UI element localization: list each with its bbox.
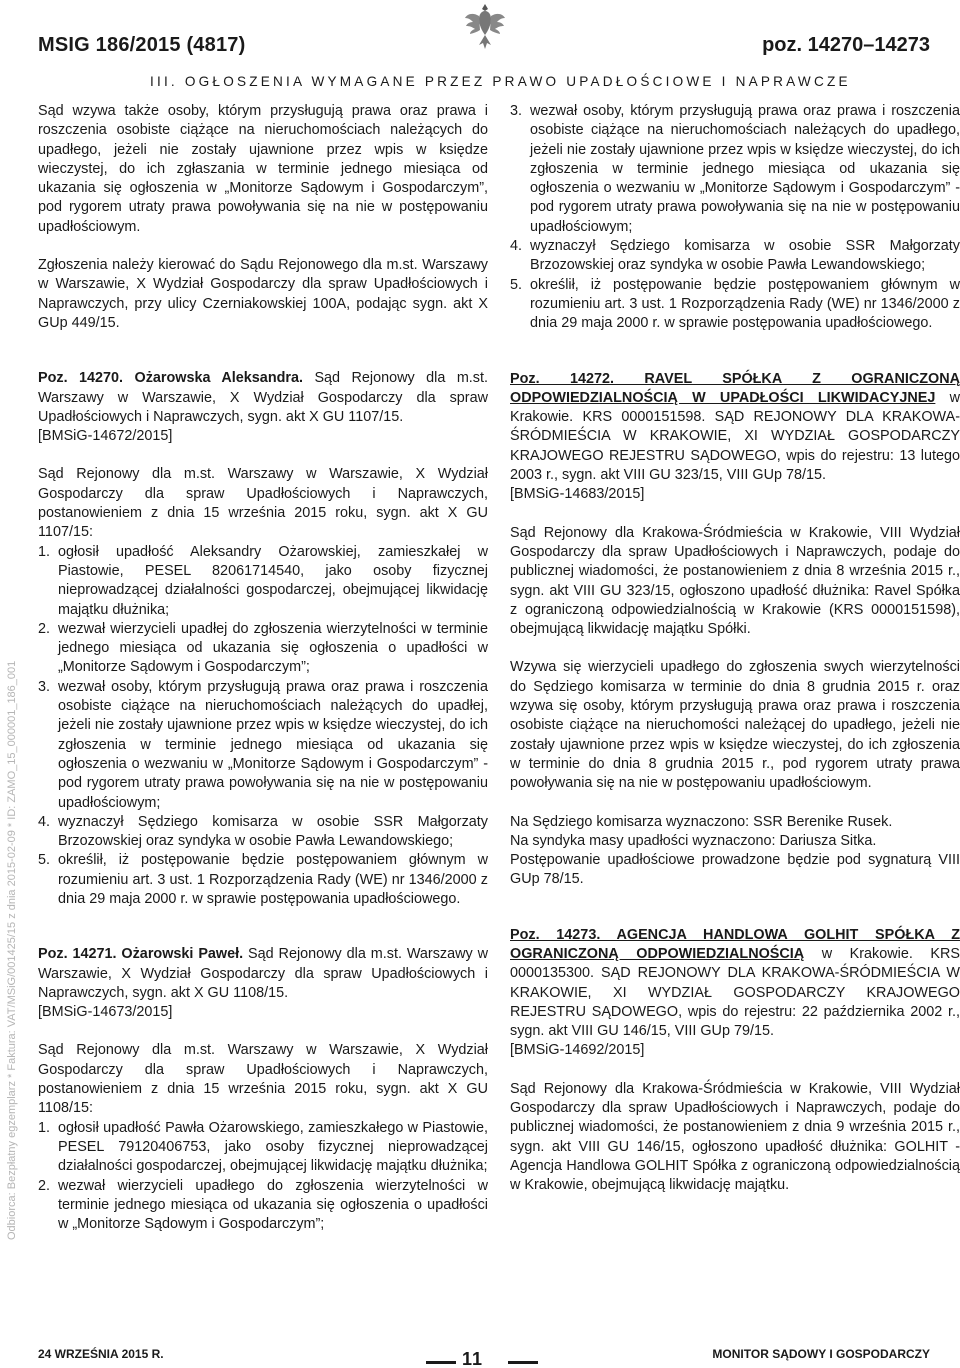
paragraph: Sąd Rejonowy dla m.st. Warszawy w Warszawie, X Wydział Gospodarczy dla spraw Upadłościowych i Naprawczych, postanowieniem z dnia 15 września 2015 roku, sygn. akt X GU 1108/15: [38,1042,488,1117]
announcement-court: Sąd Rejonowy dla m.st. Warszawy w Warszawie, X Wydział Gospodarczy dla spraw Upadłościowych i Naprawczych, sygn. akt X GU 1107/15. [38,370,488,425]
right-column [510,102,960,1196]
announcement-court: w Krakowie. KRS 0000135300. SĄD REJONOWY DLA KRAKOWA-ŚRÓDMIEŚCIA W KRAKOWIE, XI WYDZIAŁ GOSPODARCZY KRAJOWEGO REJESTRU SĄDOWEGO, wpis do rejestru: 22 października 2002 r., sygn. akt VIII GU 146/15, VIII GUp 79/15. [510,945,960,1040]
divider [508,1361,538,1364]
list-item: 3. wezwał osoby, którym przysługują prawa oraz prawa i roszczenia osobiste ciążące na nieruchomościach należących do upadłej, jeżeli nie zostały ujawnione przez wpis w księdze wieczystej, do ich zgłoszenia w terminie jednego miesiąca od ukazania się ogłoszenia o wezwaniu w „Monitorze Sądowym i Gospodarczym” - pod rygorem utraty prawa powoływania się na nie w postępowaniu upadłościowym; [38,678,488,811]
page-number: 11 [462,1349,484,1368]
bmsig-reference: [BMSiG-14672/2015] [38,428,173,445]
decision-list [510,102,960,334]
list-item: 5. określił, iż postępowanie będzie postępowaniem głównym w rozumieniu art. 3 ust. 1 Rozporządzenia Rady (WE) nr 1346/2000 z dnia 29 maja 2000 r. w sprawie postępowania upadłościowego. [510,276,960,332]
decision-list [38,543,488,910]
announcement-heading-14273 [510,926,960,1042]
announcement-court: w Krakowie. KRS 0000151598. SĄD REJONOWY DLA KRAKOWA-ŚRÓDMIEŚCIA W KRAKOWIE, XI WYDZIAŁ GOSPODARCZY KRAJOWEGO REJESTRU SĄDOWEGO, wpis do rejestru: 13 lutego 2003 r., sygn. akt VIII GU 323/15, VIII GUp 78/15. [510,389,960,484]
list-item: 4. wyznaczył Sędziego komisarza w osobie SSR Małgorzaty Brzozowskiej oraz syndyka w osobie Pawła Lewandowskiego; [38,813,488,850]
left-column [38,102,488,1234]
paragraph: Postępowanie upadłościowe prowadzone będzie pod sygnaturą VIII GUp 78/15. [510,852,960,888]
paragraph: Na Sędziego komisarza wyznaczono: SSR Berenike Rusek. [510,813,893,830]
eagle-emblem-icon [463,2,507,54]
announcement-number: Poz. 14270. Ożarowska Aleksandra. [38,370,303,387]
list-item: 1. ogłosił upadłość Aleksandry Ożarowskiej, zamieszkałej w Piastowie, PESEL 82061714540, jako osoby fizycznej nieprowadzącej działalności gospodarczej, obejmującej likwidację majątku dłużnika; [38,543,488,618]
recipient-watermark: Odbiorca: Bezpłatny egzemplarz * Faktura: VAT/MSiG/001425/15 z dnia 2015-02-09 * ID: ZAMO_15_000001_186_001 [6,660,18,1240]
announcement-heading-14270 [38,369,488,427]
announcement-heading-14271 [38,945,488,1003]
paragraph: Sąd wzywa także osoby, którym przysługują prawa oraz prawa i roszczenia osobiste ciążące na nieruchomościach należących do upadłego, jeżeli nie zostały ujawnione przez wpis w księdze wieczystej, do ich zgłaszania w terminie jednego miesiąca od ukazania się ogłoszenia w „Monitorze Sądowym i Gospodarczym”, pod rygorem utraty prawa powoływania się na nie w postępowaniu upadłościowym. [38,103,488,235]
announcement-heading-14272 [510,370,960,486]
section-title: III. OGŁOSZENIA WYMAGANE PRZEZ PRAWO UPADŁOŚCIOWE I NAPRAWCZE [150,74,851,89]
position-range: poz. 14270–14273 [762,34,930,56]
paragraph: Sąd Rejonowy dla m.st. Warszawy w Warszawie, X Wydział Gospodarczy dla spraw Upadłościowych i Naprawczych, postanowieniem z dnia 15 września 2015 roku, sygn. akt X GU 1107/15: [38,466,488,541]
list-item: 1. ogłosił upadłość Pawła Ożarowskiego, zamieszkałego w Piastowie, PESEL 79120406753, jako osoby fizycznej nieprowadzącej działalności gospodarczej, obejmującej likwidację majątku dłużnika; [38,1119,488,1175]
issue-number: MSIG 186/2015 (4817) [38,34,246,56]
decision-list [38,1119,488,1235]
announcement-number: Poz. 14273. AGENCJA HANDLOWA GOLHIT SPÓŁKA Z OGRANICZONĄ ODPOWIEDZIALNOŚCIĄ [510,926,960,962]
paragraph: Wzywa się wierzycieli upadłego do zgłoszenia swych wierzytelności do Sędziego komisarza w terminie do dnia 8 grudnia 2015 r. oraz wzywa się osoby, którym przysługują prawa oraz prawa i roszczenia osobiste ciążące na nieruchomości należącej do upadłego, jeżeli nie zostały ujawnione przez wpis w księdze wieczystej, do ich zgłoszenia w terminie do dnia 8 grudnia 2015 r., pod rygorem utraty prawa powoływania się na nie w postępowaniu upadłościowym. [510,659,960,792]
list-item: 4. wyznaczył Sędziego komisarza w osobie SSR Małgorzaty Brzozowskiej oraz syndyka w osobie Pawła Lewandowskiego; [510,238,960,274]
announcement-number: Poz. 14272. RAVEL SPÓŁKA Z OGRANICZONĄ ODPOWIEDZIALNOŚCIĄ W UPADŁOŚCI LIKWIDACYJNEJ [510,370,960,406]
list-item: 3. wezwał osoby, którym przysługują prawa oraz prawa i roszczenia osobiste ciążące na nieruchomościach należących do upadłego, jeżeli nie zostały ujawnione przez wpis w księdze wieczystej, do ich zgłoszenia w terminie jednego miesiąca od ukazania się ogłoszenia o wezwaniu w „Monitorze Sądowym i Gospodarczym” - pod rygorem utraty prawa powoływania się na nie w postępowaniu upadłościowym; [510,103,960,235]
list-item: 2. wezwał wierzycieli upadłego do zgłoszenia wierzytelności w terminie jednego miesiąca od ukazania się ogłoszenia o upadłości w „Monitorze Sądowym i Gospodarczym”; [38,1177,488,1233]
announcement-number: Poz. 14271. Ożarowski Paweł. [38,946,244,963]
list-item: 5. określił, iż postępowanie będzie postępowaniem głównym w rozumieniu art. 3 ust. 1 Rozporządzenia Rady (WE) nr 1346/2000 z dnia 29 maja 2000 r. w sprawie postępowania upadłościowego. [38,852,488,907]
announcement-court: Sąd Rejonowy dla m.st. Warszawy w Warszawie, X Wydział Gospodarczy dla spraw Upadłościowych i Naprawczych, sygn. akt X GU 1108/15. [38,946,488,1001]
bmsig-reference: [BMSiG-14673/2015] [38,1004,173,1021]
issue-date: 24 WRZEŚNIA 2015 R. [38,1347,164,1361]
publication-name: MONITOR SĄDOWY I GOSPODARCZY [712,1347,930,1361]
paragraph: Sąd Rejonowy dla Krakowa-Śródmieścia w Krakowie, VIII Wydział Gospodarczy dla spraw Upadłościowych i Naprawczych, podaje do publicznej wiadomości, że postanowieniem z dnia 8 września 2015 r., sygn. akt VIII GU 323/15, ogłoszono upadłość dłużnika: Ravel Spółka z ograniczoną odpowiedzialnością w Krakowie (KRS 0000151598), obejmującą likwidację majątku Spółki. [510,524,960,638]
paragraph: Sąd Rejonowy dla Krakowa-Śródmieścia w Krakowie, VIII Wydział Gospodarczy dla spraw Upadłościowych i Naprawczych, podaje do publicznej wiadomości, że postanowieniem z dnia 9 września 2015 r., sygn. akt VIII GU 146/15, ogłoszono upadłość dłużnika: GOLHIT - Agencja Handlowa GOLHIT Spółka z ograniczoną odpowiedzialnością w Krakowie, obejmującą likwidację majątku. [510,1080,960,1194]
bmsig-reference: [BMSiG-14692/2015] [510,1042,645,1059]
paragraph: Na syndyka masy upadłości wyznaczono: Dariusza Sitka. [510,832,877,849]
list-item: 2. wezwał wierzycieli upadłej do zgłoszenia wierzytelności w terminie jednego miesiąca od ukazania się ogłoszenia o upadłości w „Monitorze Sądowym i Gospodarczym”; [38,620,488,676]
divider [426,1361,456,1364]
paragraph: Zgłoszenia należy kierować do Sądu Rejonowego dla m.st. Warszawy w Warszawie, X Wydział Gospodarczy dla spraw Upadłościowych i Naprawczych, przy ulicy Czerniakowskiej 100A, podając sygn. akt X GUp 449/15. [38,257,488,331]
bmsig-reference: [BMSiG-14683/2015] [510,486,645,503]
